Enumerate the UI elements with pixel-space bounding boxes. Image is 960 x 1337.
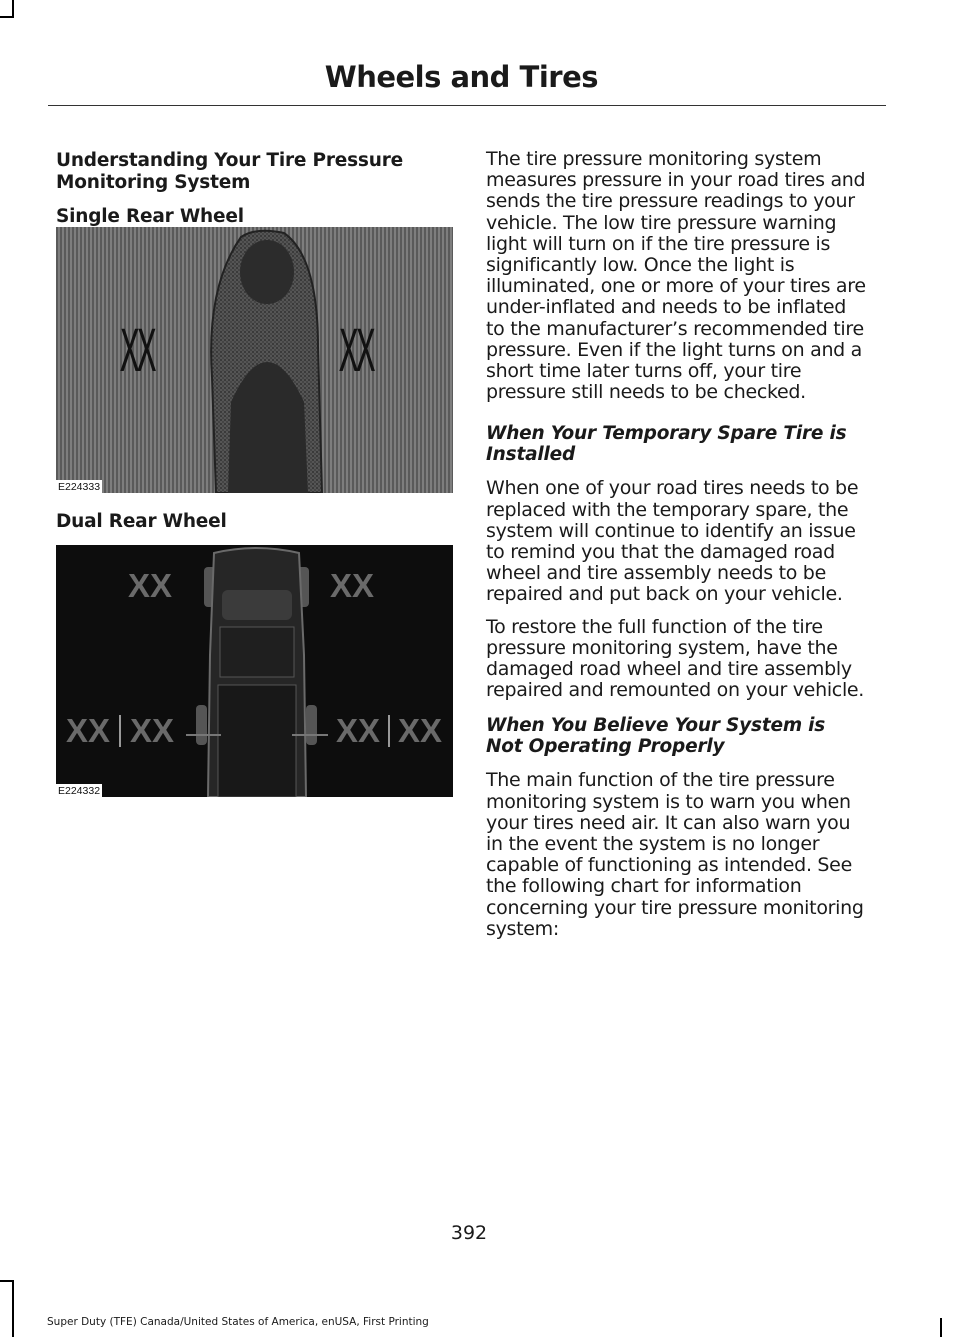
crop-mark-bottom-left (12, 1280, 14, 1337)
single-rear-wheel-illustration (56, 227, 453, 493)
rear-right-outer-readout: XX (398, 712, 443, 749)
footer-text: Super Duty (TFE) Canada/United States of America, enUSA, First Printing (47, 1316, 429, 1328)
figure2-caption-block (56, 511, 456, 533)
rear-left-outer-readout: XX (66, 712, 111, 749)
paragraph-tpms-overview: The tire pressure monitoring system measures pressure in your road tires and sends the tire pressure readings to your vehicle. The low tire pressure warning light will turn on if the tire pressure is significantly low. Once the light is illuminated, one or more of your tires are under-inflated and needs to be inflated to the manufacturer’s recommended tire pressure. Even if the light turns on and a short time later turns off, your tire pressure still needs to be checked. (486, 148, 866, 404)
rear-left-inner-readout: XX (130, 712, 175, 749)
dual-rear-wheel-illustration (56, 545, 453, 797)
figure2-caption: Dual Rear Wheel (56, 511, 227, 532)
left-tire-readout: XX (120, 317, 155, 385)
rear-right-inner-readout: XX (336, 712, 381, 749)
figure1-caption: Single Rear Wheel (56, 206, 244, 227)
heading-spare-tire: When Your Temporary Spare Tire is Installed (486, 423, 847, 466)
figure1-id: E224333 (58, 481, 101, 493)
dual-rear-wheel-figure (56, 545, 453, 797)
figure2-id: E224332 (58, 785, 101, 797)
paragraph-spare-tire: When one of your road tires needs to be replaced with the temporary spare, the system will continue to identify an issue to remind you that the damaged road wheel and tire assembly needs to be repaired and put back on your vehicle. (486, 477, 859, 606)
left-heading-block (56, 150, 456, 194)
heading-system-not-operating: When You Believe Your System is Not Operating Properly (486, 715, 826, 758)
front-right-readout: XX (330, 567, 375, 604)
single-rear-wheel-figure (56, 227, 453, 493)
front-left-readout: XX (128, 567, 173, 604)
crop-mark-top-left-h (0, 16, 14, 18)
crop-mark-bottom-right (940, 1318, 942, 1337)
page-title: Wheels and Tires (324, 60, 598, 94)
crop-mark-top-left (12, 0, 14, 16)
crop-mark-bottom-left-h (0, 1280, 14, 1282)
right-column (486, 149, 866, 940)
section-heading: Understanding Your Tire Pressure Monitoring System (56, 150, 403, 193)
paragraph-main-function: The main function of the tire pressure monitoring system is to warn you when your tires need air. It can also warn you in the event the system is no longer capable of functioning as intended. See the following chart for information concerning your tire pressure monitoring system: (486, 769, 864, 940)
paragraph-restore-function: To restore the full function of the tire pressure monitoring system, have the damaged road wheel and tire assembly repaired and remounted on your vehicle. (486, 615, 865, 702)
figure1-caption-block (56, 206, 456, 228)
page-number: 392 (450, 1222, 488, 1244)
header-rule (48, 105, 886, 106)
right-tire-readout: XX (339, 317, 374, 385)
vehicle-outline (211, 231, 322, 493)
